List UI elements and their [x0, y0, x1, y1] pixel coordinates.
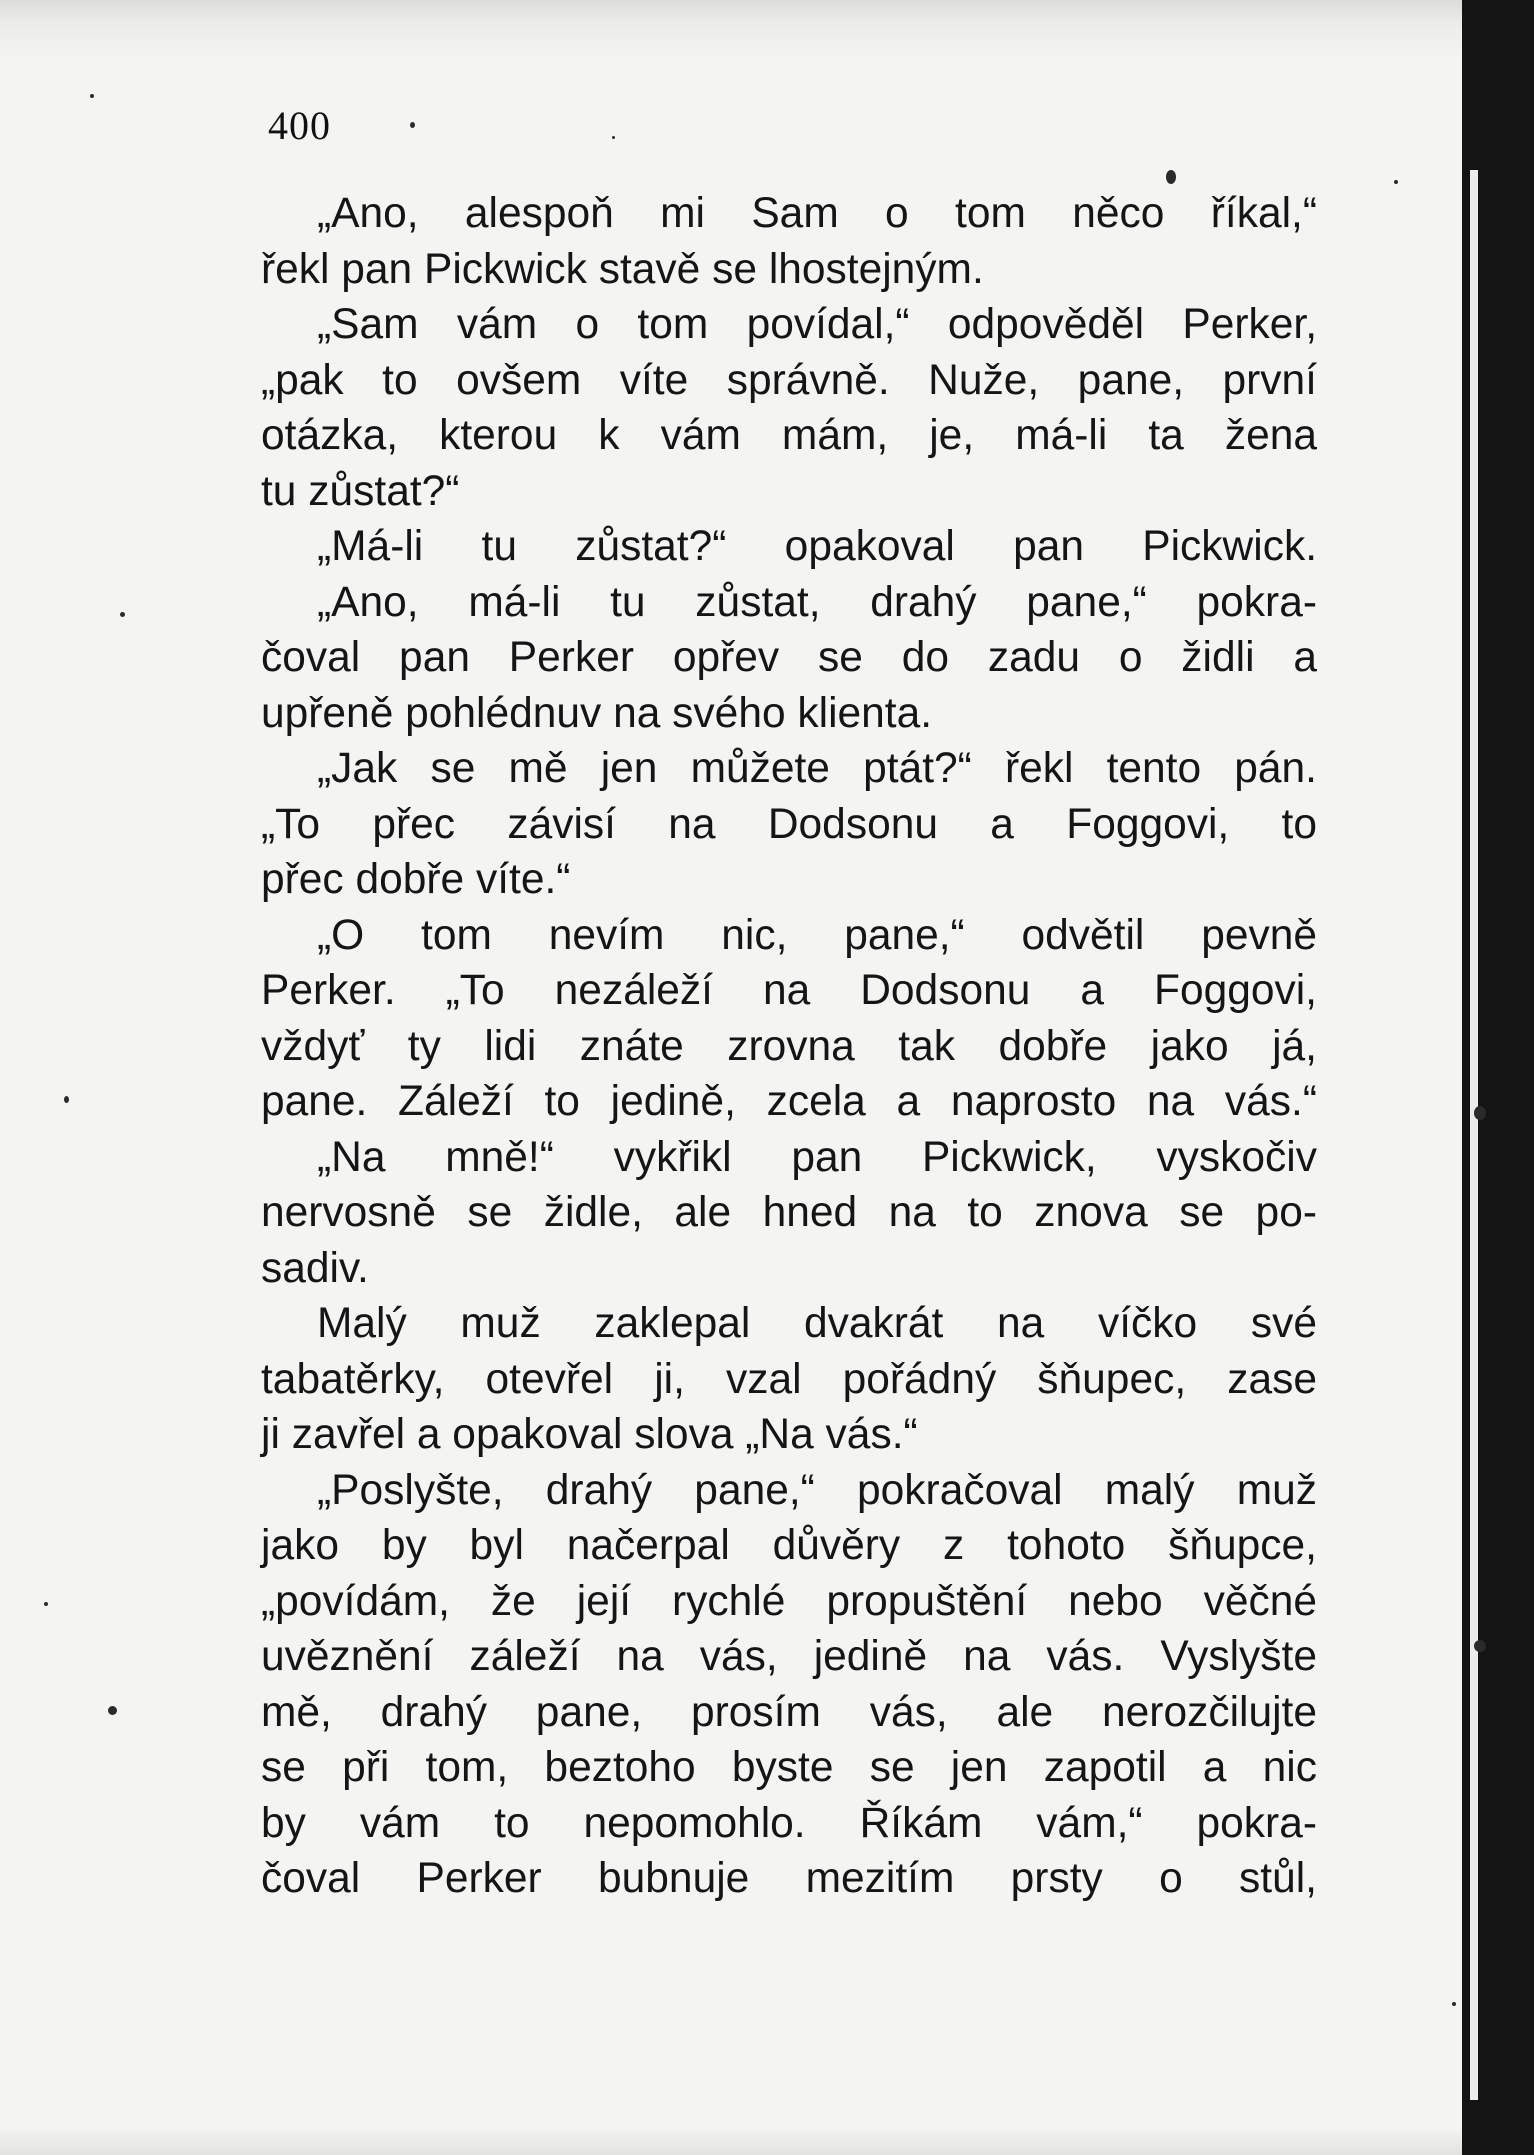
text-line: se při tom, beztoho byste se jen zapotil a nic [261, 1744, 1317, 1791]
text-line: čoval Perker bubnuje mezitím prsty o stůl, [261, 1855, 1317, 1902]
scan-speck [1394, 180, 1398, 184]
binding-edge-highlight [1470, 170, 1478, 2100]
bottom-scan-shadow [0, 2128, 1462, 2155]
scan-speck [108, 1706, 117, 1715]
text-line: mě, drahý pane, prosím vás, ale nerozčilujte [261, 1688, 1317, 1736]
text-line: sadiv. [261, 1244, 369, 1292]
text-line: „povídám, že její rychlé propuštění nebo věčné [261, 1577, 1317, 1625]
text-line: „Sam vám o tom povídal,“ odpověděl Perker, [317, 301, 1317, 348]
text-line: jako by byl načerpal důvěry z tohoto šňupce, [261, 1522, 1317, 1569]
scan-speck [1452, 2002, 1456, 2006]
text-line: „Jak se mě jen můžete ptát?“ řekl tento pán. [317, 745, 1317, 792]
page-number: 400 [268, 103, 331, 148]
text-line: „Ano, alespoň mi Sam o tom něco říkal,“ [317, 190, 1317, 237]
text-line: pane. Záleží to jedině, zcela a naprosto na vás.“ [261, 1078, 1317, 1125]
text-line: ji zavřel a opakoval slova „Na vás.“ [261, 1411, 918, 1458]
text-line: řekl pan Pickwick stavě se lhostejným. [261, 245, 984, 293]
text-line: přec dobře víte.“ [261, 856, 571, 903]
text-line: tabatěrky, otevřel ji, vzal pořádný šňupec, zase [261, 1355, 1317, 1403]
text-line: „Má-li tu zůstat?“ opakoval pan Pickwick. [317, 523, 1317, 570]
scan-speck [120, 612, 125, 617]
text-line: nervosně se židle, ale hned na to znova se po- [261, 1189, 1317, 1236]
text-line: čoval pan Perker opřev se do zadu o židli a [261, 634, 1317, 681]
scan-speck [44, 1602, 48, 1606]
scan-speck [90, 94, 94, 98]
text-line: „To přec závisí na Dodsonu a Foggovi, to [261, 800, 1317, 848]
text-line: tu zůstat?“ [261, 467, 460, 515]
top-scan-shadow [0, 0, 1462, 60]
text-line: „O tom nevím nic, pane,“ odvětil pevně [317, 911, 1317, 959]
text-line: uvěznění záleží na vás, jedině na vás. Vyslyšte [261, 1633, 1317, 1680]
text-line: vždyť ty lidi znáte zrovna tak dobře jako já, [261, 1022, 1317, 1070]
scan-speck [410, 122, 415, 128]
text-line: Perker. „To nezáleží na Dodsonu a Foggovi, [261, 967, 1317, 1014]
text-line: by vám to nepomohlo. Říkám vám,“ pokra- [261, 1799, 1317, 1847]
text-line: „pak to ovšem víte správně. Nuže, pane, první [261, 356, 1317, 404]
scan-speck [612, 136, 615, 139]
text-line: „Na mně!“ vykřikl pan Pickwick, vyskočiv [317, 1133, 1317, 1181]
scan-speck [1166, 170, 1176, 184]
scan-speck [64, 1096, 69, 1103]
text-line: upřeně pohlédnuv na svého klienta. [261, 689, 933, 737]
text-line: otázka, kterou k vám mám, je, má-li ta žena [261, 412, 1317, 459]
scan-speck [1474, 1106, 1486, 1120]
body-text [261, 186, 1317, 1907]
text-line: Malý muž zaklepal dvakrát na víčko své [317, 1300, 1317, 1347]
scan-speck [1474, 1640, 1486, 1652]
text-line: „Ano, má-li tu zůstat, drahý pane,“ pokra- [317, 578, 1317, 626]
text-line: „Poslyšte, drahý pane,“ pokračoval malý muž [317, 1466, 1317, 1514]
